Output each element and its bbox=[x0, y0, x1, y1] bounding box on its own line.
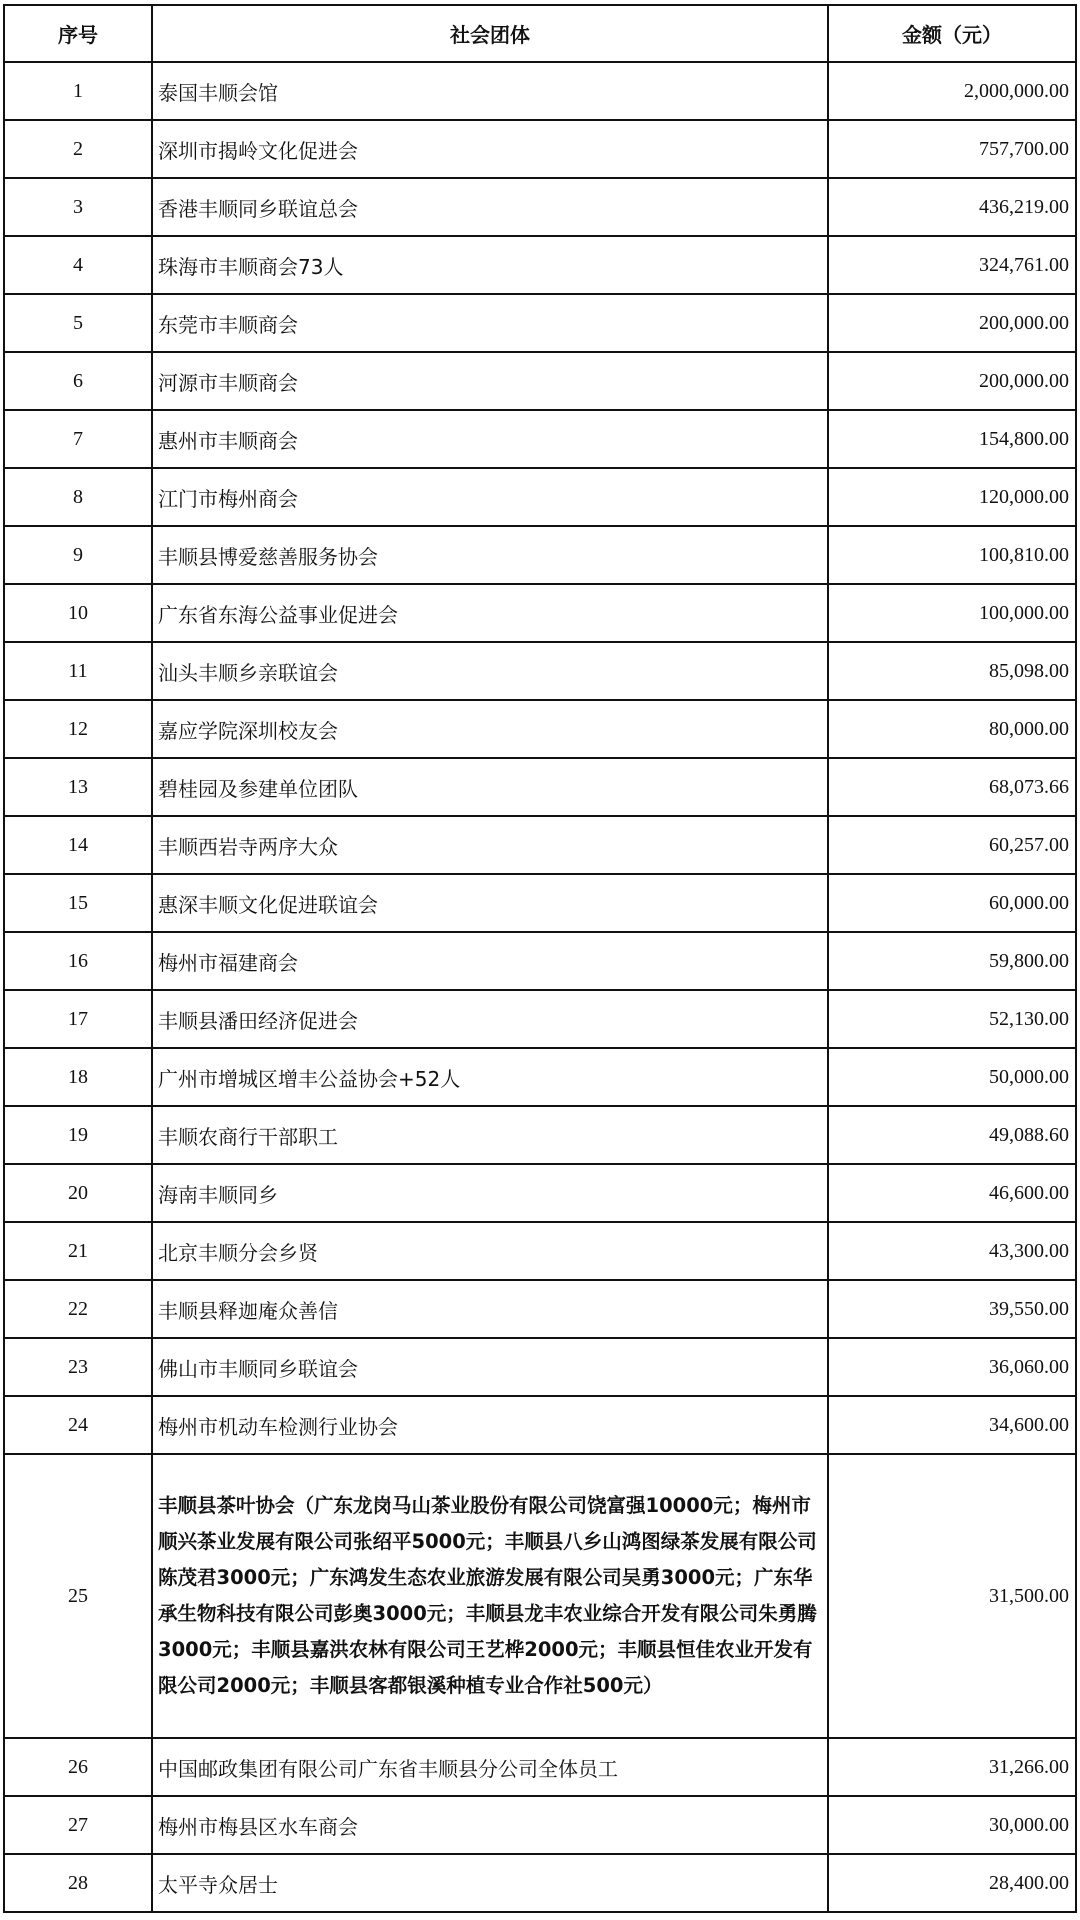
header-organization: 社会团体 bbox=[152, 5, 828, 62]
row-amount: 85,098.00 bbox=[828, 642, 1076, 700]
table-row bbox=[4, 410, 1076, 468]
row-organization: 中国邮政集团有限公司广东省丰顺县分公司全体员工 bbox=[152, 1738, 828, 1796]
row-amount: 60,257.00 bbox=[828, 816, 1076, 874]
table-row bbox=[4, 874, 1076, 932]
row-number: 13 bbox=[4, 758, 152, 816]
row-amount: 60,000.00 bbox=[828, 874, 1076, 932]
row-number: 20 bbox=[4, 1164, 152, 1222]
table-row bbox=[4, 468, 1076, 526]
row-number: 11 bbox=[4, 642, 152, 700]
header-number: 序号 bbox=[4, 5, 152, 62]
row-amount: 2,000,000.00 bbox=[828, 62, 1076, 120]
table-row bbox=[4, 1396, 1076, 1454]
row-organization: 汕头丰顺乡亲联谊会 bbox=[152, 642, 828, 700]
row-organization: 丰顺县潘田经济促进会 bbox=[152, 990, 828, 1048]
table-row bbox=[4, 1854, 1076, 1912]
row-organization: 惠州市丰顺商会 bbox=[152, 410, 828, 468]
donation-table-sheet bbox=[3, 4, 1075, 1913]
row-amount: 68,073.66 bbox=[828, 758, 1076, 816]
row-number: 27 bbox=[4, 1796, 152, 1854]
row-number: 7 bbox=[4, 410, 152, 468]
row-number: 1 bbox=[4, 62, 152, 120]
row-organization: 泰国丰顺会馆 bbox=[152, 62, 828, 120]
row-amount: 154,800.00 bbox=[828, 410, 1076, 468]
row-amount: 59,800.00 bbox=[828, 932, 1076, 990]
row-number: 23 bbox=[4, 1338, 152, 1396]
row-number: 15 bbox=[4, 874, 152, 932]
row-organization: 珠海市丰顺商会73人 bbox=[152, 236, 828, 294]
row-organization: 梅州市机动车检测行业协会 bbox=[152, 1396, 828, 1454]
row-organization: 碧桂园及参建单位团队 bbox=[152, 758, 828, 816]
row-number: 3 bbox=[4, 178, 152, 236]
table-row bbox=[4, 1106, 1076, 1164]
donation-table bbox=[3, 4, 1077, 1913]
header-amount: 金额（元） bbox=[828, 5, 1076, 62]
row-amount: 30,000.00 bbox=[828, 1796, 1076, 1854]
row-organization: 海南丰顺同乡 bbox=[152, 1164, 828, 1222]
table-row bbox=[4, 178, 1076, 236]
row-organization: 北京丰顺分会乡贤 bbox=[152, 1222, 828, 1280]
row-number: 10 bbox=[4, 584, 152, 642]
row-number: 22 bbox=[4, 1280, 152, 1338]
row-organization: 东莞市丰顺商会 bbox=[152, 294, 828, 352]
row-number: 24 bbox=[4, 1396, 152, 1454]
row-organization: 梅州市福建商会 bbox=[152, 932, 828, 990]
row-number: 6 bbox=[4, 352, 152, 410]
table-row bbox=[4, 236, 1076, 294]
row-amount: 31,500.00 bbox=[828, 1454, 1076, 1738]
row-number: 14 bbox=[4, 816, 152, 874]
row-organization: 丰顺县释迦庵众善信 bbox=[152, 1280, 828, 1338]
row-amount: 43,300.00 bbox=[828, 1222, 1076, 1280]
row-organization: 惠深丰顺文化促进联谊会 bbox=[152, 874, 828, 932]
table-row bbox=[4, 584, 1076, 642]
row-organization: 太平寺众居士 bbox=[152, 1854, 828, 1912]
row-organization: 嘉应学院深圳校友会 bbox=[152, 700, 828, 758]
row-amount: 31,266.00 bbox=[828, 1738, 1076, 1796]
row-organization: 河源市丰顺商会 bbox=[152, 352, 828, 410]
row-number: 16 bbox=[4, 932, 152, 990]
row-amount: 52,130.00 bbox=[828, 990, 1076, 1048]
row-organization: 丰顺县茶叶协会（广东龙岗马山茶业股份有限公司饶富强10000元；梅州市顺兴茶业发展有限公司张绍平5000元；丰顺县八乡山鸿图绿茶发展有限公司陈茂君3000元；广东鸿发生态农业旅游发展有限公司吴勇3000元；广东华承生物科技有限公司彭奥3000元；丰顺县龙丰农业综合开发有限公司朱勇腾3000元；丰顺县嘉洪农林有限公司王艺桦2000元；丰顺县恒佳农业开发有限公司2000元；丰顺县客都银溪种植专业合作社500元） bbox=[152, 1454, 828, 1738]
row-number: 21 bbox=[4, 1222, 152, 1280]
table-row bbox=[4, 642, 1076, 700]
row-organization: 广东省东海公益事业促进会 bbox=[152, 584, 828, 642]
row-number: 8 bbox=[4, 468, 152, 526]
table-row bbox=[4, 1454, 1076, 1738]
table-row bbox=[4, 758, 1076, 816]
row-amount: 50,000.00 bbox=[828, 1048, 1076, 1106]
row-amount: 28,400.00 bbox=[828, 1854, 1076, 1912]
row-number: 19 bbox=[4, 1106, 152, 1164]
table-row bbox=[4, 1338, 1076, 1396]
table-row bbox=[4, 62, 1076, 120]
table-row bbox=[4, 1164, 1076, 1222]
row-organization: 丰顺农商行干部职工 bbox=[152, 1106, 828, 1164]
table-row bbox=[4, 1280, 1076, 1338]
row-amount: 49,088.60 bbox=[828, 1106, 1076, 1164]
table-row bbox=[4, 526, 1076, 584]
row-amount: 36,060.00 bbox=[828, 1338, 1076, 1396]
table-row bbox=[4, 1222, 1076, 1280]
table-row bbox=[4, 1738, 1076, 1796]
row-amount: 80,000.00 bbox=[828, 700, 1076, 758]
row-number: 25 bbox=[4, 1454, 152, 1738]
row-amount: 757,700.00 bbox=[828, 120, 1076, 178]
row-number: 9 bbox=[4, 526, 152, 584]
row-organization: 丰顺西岩寺两序大众 bbox=[152, 816, 828, 874]
row-organization: 江门市梅州商会 bbox=[152, 468, 828, 526]
row-number: 18 bbox=[4, 1048, 152, 1106]
row-number: 5 bbox=[4, 294, 152, 352]
table-row bbox=[4, 932, 1076, 990]
row-organization: 梅州市梅县区水车商会 bbox=[152, 1796, 828, 1854]
row-amount: 100,000.00 bbox=[828, 584, 1076, 642]
row-number: 17 bbox=[4, 990, 152, 1048]
row-number: 26 bbox=[4, 1738, 152, 1796]
table-row bbox=[4, 816, 1076, 874]
row-organization: 丰顺县博爱慈善服务协会 bbox=[152, 526, 828, 584]
row-number: 28 bbox=[4, 1854, 152, 1912]
table-row bbox=[4, 990, 1076, 1048]
table-row bbox=[4, 1796, 1076, 1854]
row-amount: 324,761.00 bbox=[828, 236, 1076, 294]
table-header-row bbox=[4, 5, 1076, 62]
row-amount: 39,550.00 bbox=[828, 1280, 1076, 1338]
table-row bbox=[4, 120, 1076, 178]
row-amount: 200,000.00 bbox=[828, 352, 1076, 410]
table-row bbox=[4, 352, 1076, 410]
table-row bbox=[4, 1048, 1076, 1106]
table-row bbox=[4, 294, 1076, 352]
row-amount: 46,600.00 bbox=[828, 1164, 1076, 1222]
row-number: 12 bbox=[4, 700, 152, 758]
row-amount: 436,219.00 bbox=[828, 178, 1076, 236]
row-amount: 200,000.00 bbox=[828, 294, 1076, 352]
row-organization: 香港丰顺同乡联谊总会 bbox=[152, 178, 828, 236]
row-amount: 120,000.00 bbox=[828, 468, 1076, 526]
row-organization: 佛山市丰顺同乡联谊会 bbox=[152, 1338, 828, 1396]
row-number: 4 bbox=[4, 236, 152, 294]
row-amount: 34,600.00 bbox=[828, 1396, 1076, 1454]
row-organization: 深圳市揭岭文化促进会 bbox=[152, 120, 828, 178]
row-number: 2 bbox=[4, 120, 152, 178]
row-organization: 广州市增城区增丰公益协会+52人 bbox=[152, 1048, 828, 1106]
row-amount: 100,810.00 bbox=[828, 526, 1076, 584]
table-row bbox=[4, 700, 1076, 758]
